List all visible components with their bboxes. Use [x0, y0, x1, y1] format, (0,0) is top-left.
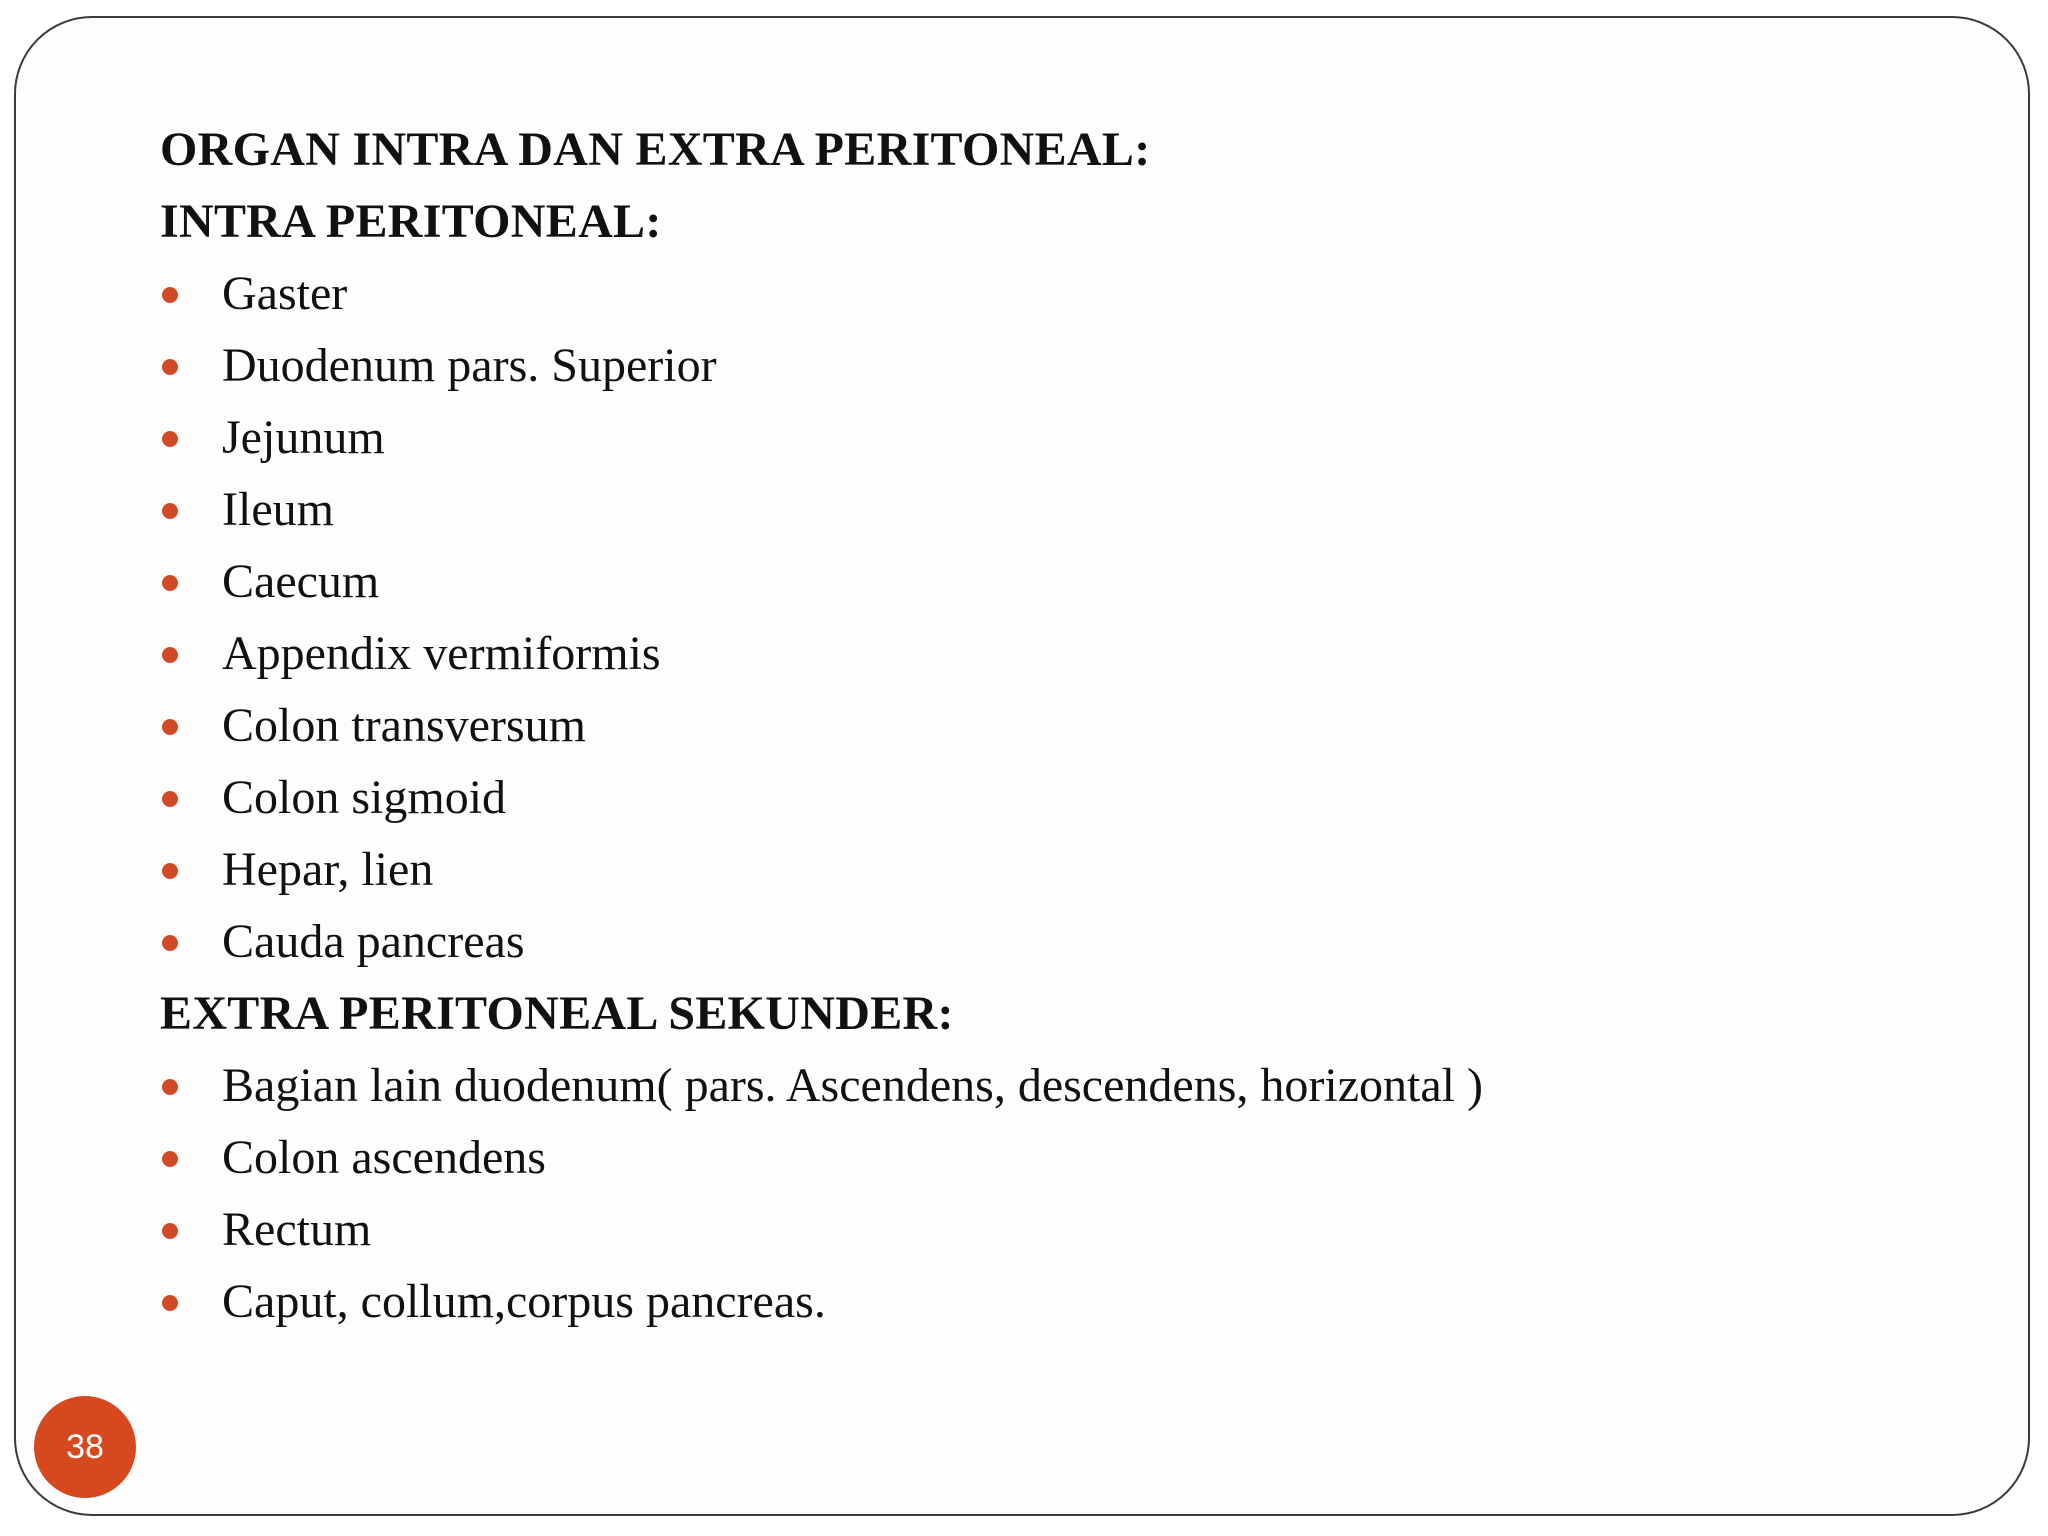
- list-item: [160, 1122, 1960, 1194]
- list-item: [160, 258, 1960, 330]
- section-heading-extra: EXTRA PERITONEAL SEKUNDER:: [160, 987, 954, 1040]
- list-item-text: Cauda pancreas: [222, 915, 525, 968]
- list-item-text: Colon transversum: [222, 699, 586, 752]
- bullet-dot-icon: [162, 1151, 178, 1167]
- bullet-dot-icon: [162, 1079, 178, 1095]
- bullet-dot-icon: [162, 863, 178, 879]
- list-item: [160, 1194, 1960, 1266]
- bullet-dot-icon: [162, 1223, 178, 1239]
- bullet-dot-icon: [162, 647, 178, 663]
- list-item: [160, 1050, 1960, 1122]
- bullet-dot-icon: [162, 431, 178, 447]
- list-item: [160, 906, 1960, 978]
- list-item-text: Rectum: [222, 1203, 372, 1256]
- bullet-dot-icon: [162, 1295, 178, 1311]
- list-item-text: Caput, collum,corpus pancreas.: [222, 1275, 826, 1328]
- list-item: [160, 618, 1960, 690]
- list-item-text: Ileum: [222, 483, 334, 536]
- slide-content: [160, 114, 1960, 1338]
- intra-peritoneal-list: [160, 258, 1960, 978]
- list-item-text: Colon sigmoid: [222, 771, 507, 824]
- list-item: [160, 762, 1960, 834]
- section-heading-intra: INTRA PERITONEAL:: [160, 195, 662, 248]
- list-item-text: Appendix vermiformis: [222, 627, 661, 680]
- extra-peritoneal-list: [160, 1050, 1960, 1338]
- bullet-dot-icon: [162, 935, 178, 951]
- list-item-text: Duodenum pars. Superior: [222, 339, 717, 392]
- bullet-dot-icon: [162, 359, 178, 375]
- list-item-text: Bagian lain duodenum( pars. Ascendens, descendens, horizontal ): [222, 1059, 1483, 1112]
- list-item: [160, 546, 1960, 618]
- list-item-text: Colon ascendens: [222, 1131, 546, 1184]
- list-item: [160, 330, 1960, 402]
- bullet-dot-icon: [162, 719, 178, 735]
- list-item: [160, 402, 1960, 474]
- list-item-text: Jejunum: [222, 411, 385, 464]
- bullet-dot-icon: [162, 503, 178, 519]
- page-number-badge: 38: [34, 1396, 136, 1498]
- list-item: [160, 834, 1960, 906]
- list-item: [160, 690, 1960, 762]
- bullet-dot-icon: [162, 575, 178, 591]
- list-item: [160, 474, 1960, 546]
- list-item-text: Gaster: [222, 267, 348, 320]
- list-item-text: Caecum: [222, 555, 380, 608]
- bullet-dot-icon: [162, 791, 178, 807]
- bullet-dot-icon: [162, 287, 178, 303]
- slide-title: ORGAN INTRA DAN EXTRA PERITONEAL:: [160, 123, 1151, 176]
- list-item: [160, 1266, 1960, 1338]
- list-item-text: Hepar, lien: [222, 843, 434, 896]
- slide-frame: [14, 16, 2030, 1516]
